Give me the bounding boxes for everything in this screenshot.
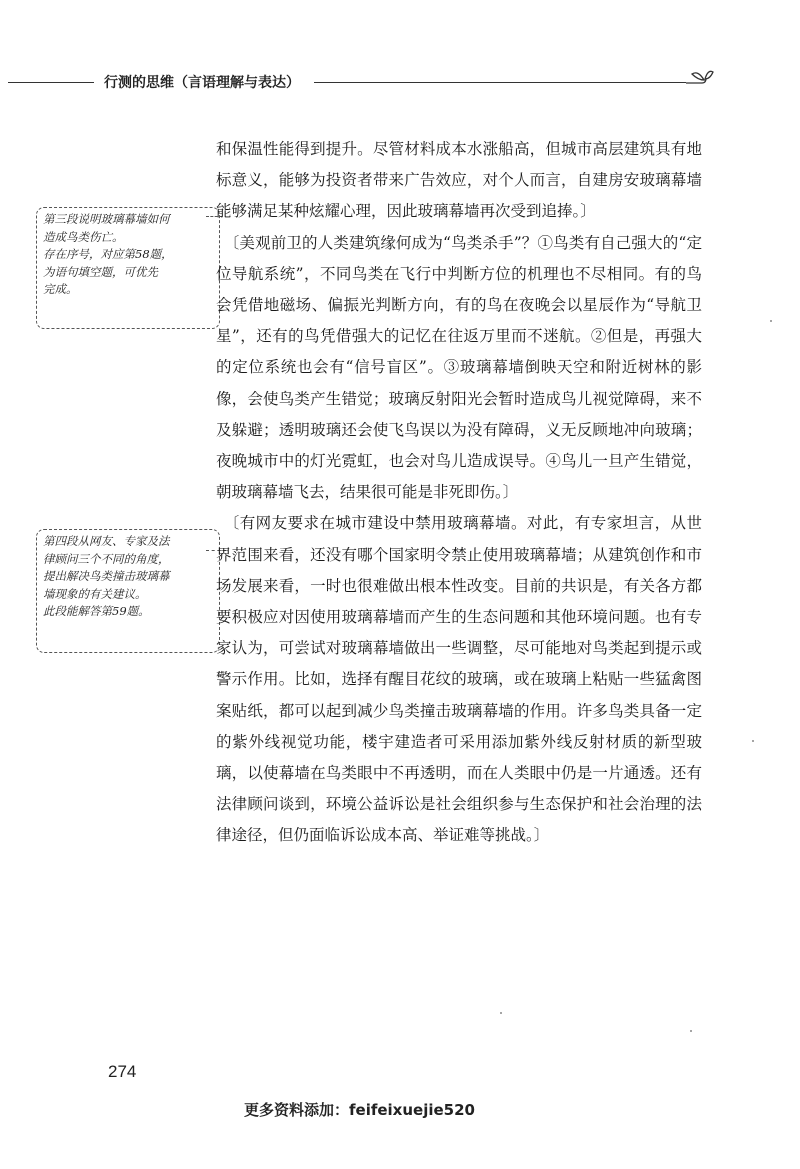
note-line: 存在序号，对应第58题， bbox=[43, 247, 173, 262]
note-line: 造成鸟类伤亡。 bbox=[43, 229, 124, 244]
scan-speck bbox=[690, 1030, 692, 1032]
header-rule-left bbox=[8, 82, 94, 83]
header-rule-right bbox=[314, 82, 686, 83]
margin-note-paragraph-3 bbox=[36, 207, 220, 329]
note-line: 此段能解答第59题。 bbox=[43, 604, 150, 619]
sprout-icon bbox=[684, 66, 714, 96]
note-line: 完成。 bbox=[43, 282, 78, 297]
note-line: 第三段说明玻璃幕墙如何 bbox=[43, 212, 170, 226]
scan-speck bbox=[752, 740, 754, 742]
note-line: 墙现象的有关建议。 bbox=[43, 586, 147, 601]
margin-note-paragraph-4 bbox=[36, 529, 220, 653]
running-header bbox=[8, 66, 728, 100]
header-title: 行测的思维（言语理解与表达） bbox=[104, 75, 300, 91]
note-line: 提出解决鸟类撞击玻璃幕 bbox=[43, 569, 170, 584]
article-body bbox=[216, 134, 702, 852]
page-number: 274 bbox=[108, 1062, 137, 1081]
note-line: 为语句填空题，可优先 bbox=[43, 264, 158, 279]
paragraph-2-ending: 和保温性能得到提升。尽管材料成本水涨船高，但城市高层建筑具有地标意义，能够为投资者带来广告效应，对个人而言，自建房安玻璃幕墙能够满足某种炫耀心理，因此玻璃幕墙再次受到追捧。〕 bbox=[216, 140, 702, 221]
scan-speck bbox=[500, 1012, 502, 1014]
scan-speck bbox=[770, 320, 772, 322]
note-line: 第四段从网友、专家及法 bbox=[43, 534, 170, 548]
footer-note: 更多资料添加：feifeixuejie520 bbox=[244, 1101, 475, 1119]
note-line: 律顾问三个不同的角度， bbox=[43, 551, 170, 566]
paragraph-3: 〔美观前卫的人类建筑缘何成为“鸟类杀手”？①鸟类有自己强大的“定位导航系统”，不同鸟类在飞行中判断方位的机理也不尽相同。有的鸟会凭借地磁场、偏振光判断方向，有的鸟在夜晚会以星辰作为“导航卫星”，还有的鸟凭借强大的记忆在往返万里而不迷航。②但是，再强大的定位系统也会有“信号盲区”。③玻璃幕墙倒映天空和附近树林的影像，会使鸟类产生错觉；玻璃反射阳光会暂时造成鸟儿视觉障碍，来不及躲避；透明玻璃还会使飞鸟误以为没有障碍，义无反顾地冲向玻璃；夜晚城市中的灯光霓虹，也会对鸟儿造成误导。④鸟儿一旦产生错觉，朝玻璃幕墙飞去，结果很可能是非死即伤。〕 bbox=[216, 233, 702, 502]
paragraph-4: 〔有网友要求在城市建设中禁用玻璃幕墙。对此，有专家坦言，从世界范围来看，还没有哪个国家明令禁止使用玻璃幕墙；从建筑创作和市场发展来看，一时也很难做出根本性改变。目前的共识是，有关各方都要积极应对因使用玻璃幕墙而产生的生态问题和其他环境问题。也有专家认为，可尝试对玻璃幕墙做出一些调整，尽可能地对鸟类起到提示或警示作用。比如，选择有醒目花纹的玻璃，或在玻璃上粘贴一些猛禽图案贴纸，都可以起到减少鸟类撞击玻璃幕墙的作用。许多鸟类具备一定的紫外线视觉功能，楼宇建造者可采用添加紫外线反射材质的新型玻璃，以使幕墙在鸟类眼中不再透明，而在人类眼中仍是一片通透。还有法律顾问谈到，环境公益诉讼是社会组织参与生态保护和社会治理的法律途径，但仍面临诉讼成本高、举证难等挑战。〕 bbox=[216, 514, 702, 845]
